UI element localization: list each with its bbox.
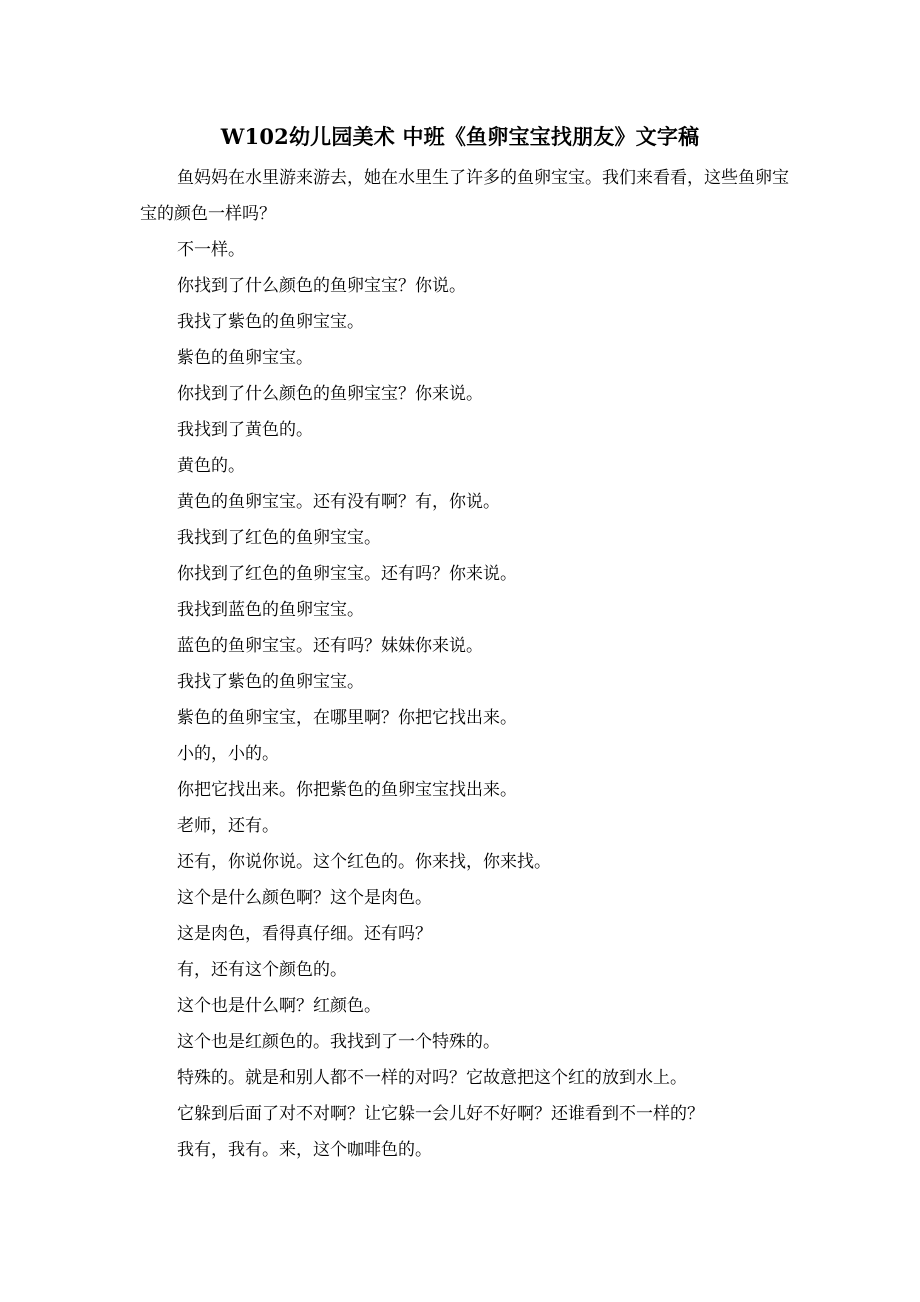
paragraph: 我有，我有。来，这个咖啡色的。 xyxy=(177,1140,432,1160)
paragraph: 这个是什么颜色啊？这个是肉色。 xyxy=(177,888,432,908)
paragraph: 这个也是什么啊？红颜色。 xyxy=(177,996,381,1016)
paragraph: 小的，小的。 xyxy=(177,744,279,764)
paragraph: 黄色的。 xyxy=(177,456,245,476)
paragraph: 你把它找出来。你把紫色的鱼卵宝宝找出来。 xyxy=(177,780,517,800)
paragraph: 我找了紫色的鱼卵宝宝。 xyxy=(177,672,364,692)
paragraph: 有，还有这个颜色的。 xyxy=(177,960,347,980)
document-title: W102幼儿园美术 中班《鱼卵宝宝找朋友》文字稿 xyxy=(220,124,700,149)
paragraph: 你找到了红色的鱼卵宝宝。还有吗？你来说。 xyxy=(177,564,517,584)
paragraph: 我找到了红色的鱼卵宝宝。 xyxy=(177,528,381,548)
paragraph: 我找到蓝色的鱼卵宝宝。 xyxy=(177,600,364,620)
paragraph: 蓝色的鱼卵宝宝。还有吗？妹妹你来说。 xyxy=(177,636,483,656)
paragraph: 你找到了什么颜色的鱼卵宝宝？你说。 xyxy=(177,276,466,296)
document-body xyxy=(140,160,790,1168)
paragraph: 你找到了什么颜色的鱼卵宝宝？你来说。 xyxy=(177,384,483,404)
paragraph: 紫色的鱼卵宝宝，在哪里啊？你把它找出来。 xyxy=(177,708,517,728)
paragraph: 还有，你说你说。这个红色的。你来找，你来找。 xyxy=(177,852,551,872)
paragraph: 我找到了黄色的。 xyxy=(177,420,313,440)
paragraph: 鱼妈妈在水里游来游去，她在水里生了许多的鱼卵宝宝。我们来看看，这些鱼卵宝宝的颜色一样吗？ xyxy=(140,168,789,224)
paragraph: 老师，还有。 xyxy=(177,816,279,836)
paragraph: 黄色的鱼卵宝宝。还有没有啊？有，你说。 xyxy=(177,492,500,512)
paragraph: 它躲到后面了对不对啊？让它躲一会儿好不好啊？还谁看到不一样的？ xyxy=(177,1104,704,1124)
paragraph: 紫色的鱼卵宝宝。 xyxy=(177,348,313,368)
paragraph: 我找了紫色的鱼卵宝宝。 xyxy=(177,312,364,332)
paragraph: 这个也是红颜色的。我找到了一个特殊的。 xyxy=(177,1032,500,1052)
paragraph: 这是肉色，看得真仔细。还有吗？ xyxy=(177,924,432,944)
paragraph: 不一样。 xyxy=(177,240,245,260)
paragraph: 特殊的。就是和别人都不一样的对吗？它故意把这个红的放到水上。 xyxy=(177,1068,687,1088)
